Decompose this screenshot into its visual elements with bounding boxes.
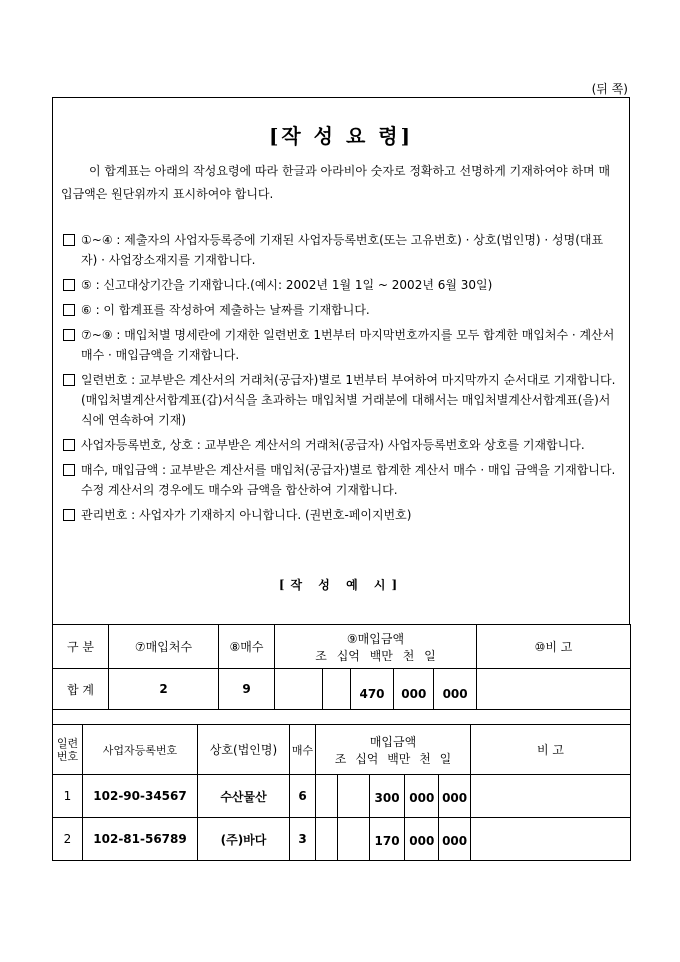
table-row xyxy=(53,775,631,818)
remarks-header: ⑩비 고 xyxy=(477,625,631,669)
total-count: 9 xyxy=(219,669,275,710)
checkbox-icon xyxy=(63,374,75,386)
row-name: (주)바다 xyxy=(198,818,290,861)
total-suppliers: 2 xyxy=(109,669,219,710)
checkbox-icon xyxy=(63,329,75,341)
detail-table xyxy=(52,724,631,861)
row-serial: 1 xyxy=(53,775,83,818)
instruction-item: 사업자등록번호, 상호 : 교부받은 계산서의 거래처(공급자) 사업자등록번호와 상호를 기재합니다. xyxy=(63,435,619,455)
row-amount: 300 000 000 xyxy=(316,775,471,818)
checkbox-icon xyxy=(63,304,75,316)
amount-header: 매입금액 조 십억 백만 천 일 xyxy=(316,725,471,775)
instruction-item: 관리번호 : 사업자가 기재하지 아니합니다. (권번호-페이지번호) xyxy=(63,505,619,525)
row-biz-no: 102-90-34567 xyxy=(83,775,198,818)
row-remarks xyxy=(471,775,631,818)
serial-header: 일련번호 xyxy=(53,725,83,775)
instruction-item: ①~④ : 제출자의 사업자등록증에 기재된 사업자등록번호(또는 고유번호) · 상호(법인명) · 성명(대표자) · 사업장소재지를 기재합니다. xyxy=(63,230,619,270)
row-biz-no: 102-81-56789 xyxy=(83,818,198,861)
instruction-item: ⑥ : 이 합계표를 작성하여 제출하는 날짜를 기재합니다. xyxy=(63,300,619,320)
intro-text: 이 합계표는 아래의 작성요령에 따라 한글과 아라비아 숫자로 정확하고 선명하게 기재하여야 하며 매입금액은 원단위까지 표시하여야 합니다. xyxy=(61,164,611,201)
row-remarks xyxy=(471,818,631,861)
instructions-title: [작 성 요 령] xyxy=(268,124,414,148)
total-label: 합 계 xyxy=(53,669,109,710)
category-header: 구 분 xyxy=(53,625,109,669)
instruction-item: 매수, 매입금액 : 교부받은 계산서를 매입처(공급자)별로 합계한 계산서 매수 · 매입 금액을 기재합니다. 수정 계산서의 경우에도 매수와 금액을 합산하여 기재합니다. xyxy=(63,460,619,500)
count-header: 매수 xyxy=(290,725,316,775)
checkbox-icon xyxy=(63,439,75,451)
instructions-box xyxy=(52,97,630,625)
instruction-list xyxy=(63,230,619,530)
total-remarks xyxy=(477,669,631,710)
biz-no-header: 사업자등록번호 xyxy=(83,725,198,775)
table-row xyxy=(53,818,631,861)
example-title: [작 성 예 시] xyxy=(278,578,404,592)
checkbox-icon xyxy=(63,234,75,246)
count-header: ⑧매수 xyxy=(219,625,275,669)
total-amount: 470 000 000 xyxy=(275,669,477,710)
row-serial: 2 xyxy=(53,818,83,861)
suppliers-header: ⑦매입처수 xyxy=(109,625,219,669)
checkbox-icon xyxy=(63,464,75,476)
name-header: 상호(법인명) xyxy=(198,725,290,775)
checkbox-icon xyxy=(63,509,75,521)
row-amount: 170 000 000 xyxy=(316,818,471,861)
instruction-item: ⑦~⑨ : 매입처별 명세란에 기재한 일련번호 1번부터 마지막번호까지를 모두 합계한 매입처수 · 계산서 매수 · 매입금액을 기재합니다. xyxy=(63,325,619,365)
summary-table xyxy=(52,624,631,725)
instruction-item: 일련번호 : 교부받은 계산서의 거래처(공급자)별로 1번부터 부여하여 마지막까지 순서대로 기재합니다. (매입처별계산서합계표(갑)서식을 초과하는 매입처별 거래분에 대해서는 매입처별계산서합계표(을)서식에 연속하여 기재) xyxy=(63,370,619,430)
row-name: 수산물산 xyxy=(198,775,290,818)
checkbox-icon xyxy=(63,279,75,291)
row-count: 6 xyxy=(290,775,316,818)
separator-row xyxy=(53,710,631,725)
instruction-item: ⑤ : 신고대상기간을 기재합니다.(예시: 2002년 1월 1일 ~ 2002년 6월 30일) xyxy=(63,275,619,295)
row-count: 3 xyxy=(290,818,316,861)
page-side-label: (뒤 쪽) xyxy=(591,82,628,96)
amount-header: ⑨매입금액 조 십억 백만 천 일 xyxy=(275,625,477,669)
remarks-header: 비 고 xyxy=(471,725,631,775)
